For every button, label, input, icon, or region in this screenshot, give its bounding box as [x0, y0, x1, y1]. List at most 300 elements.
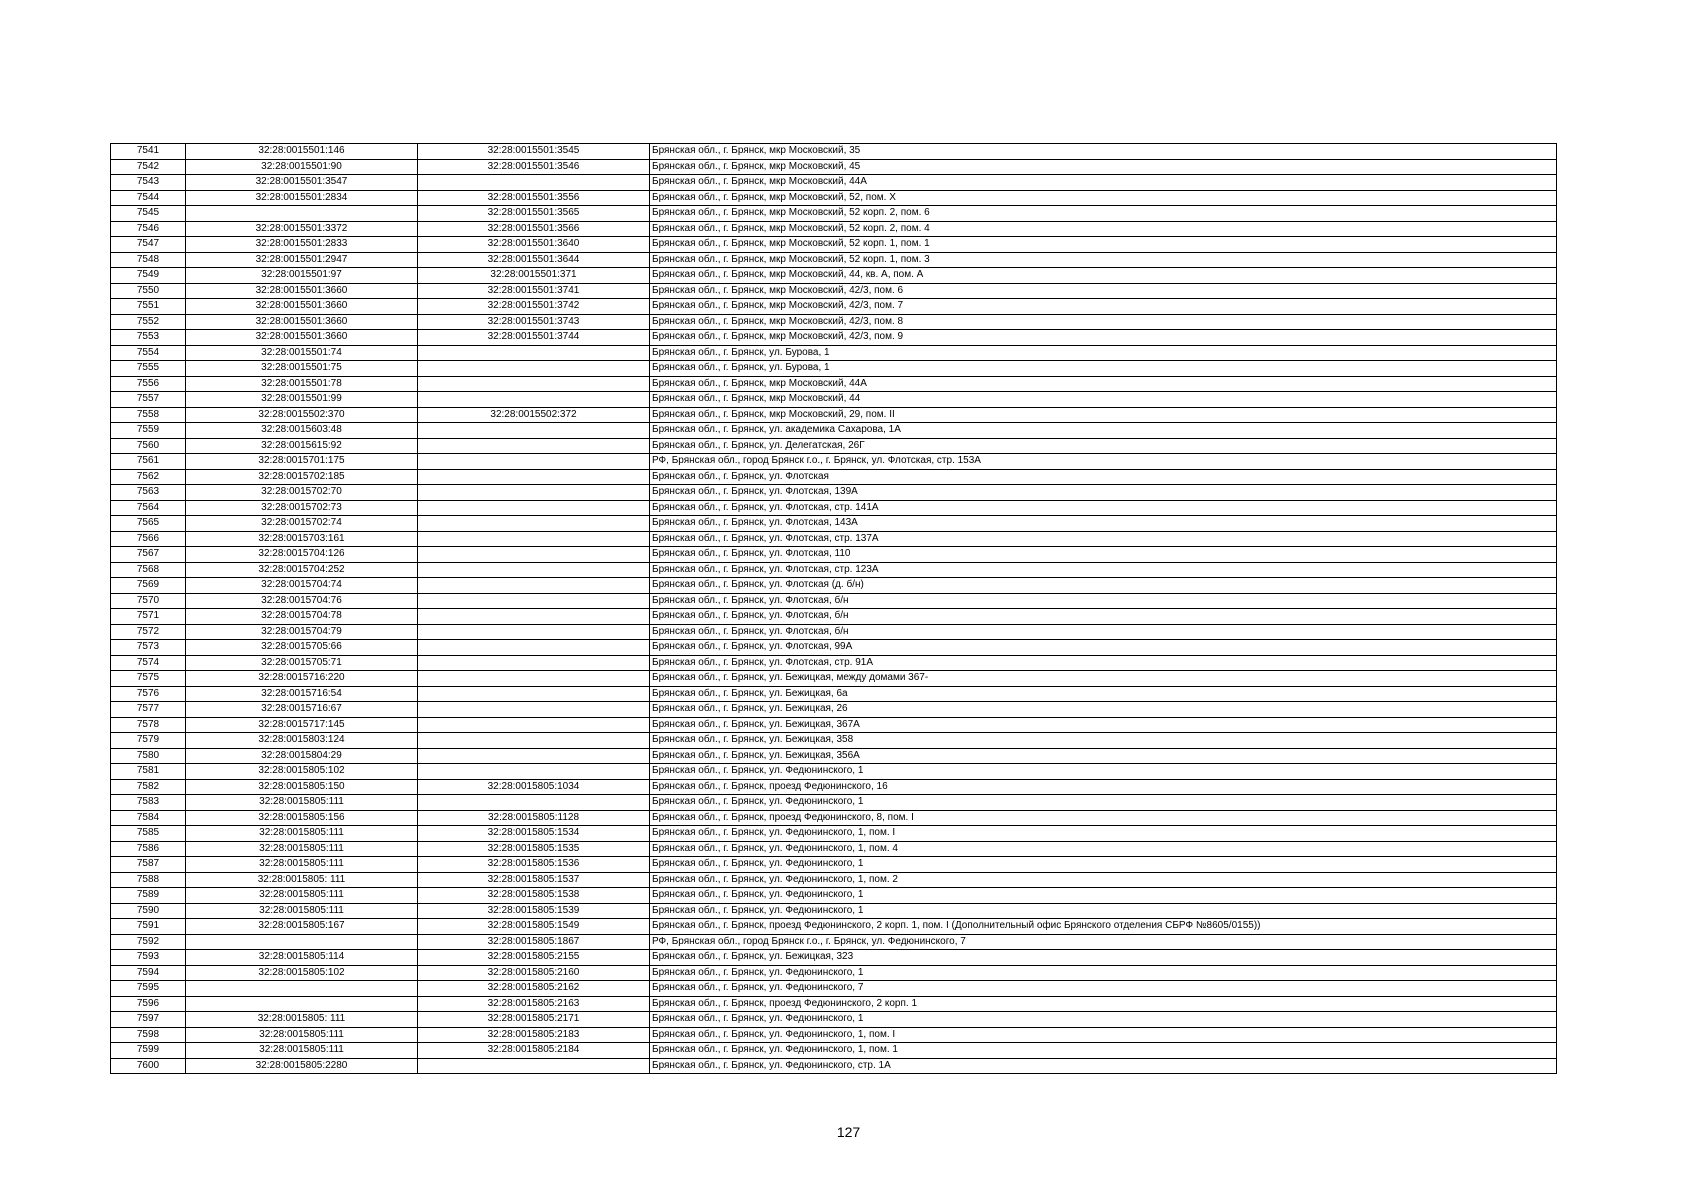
parcel-cadastral-number-cell: 32:28:0015805: 111 — [186, 872, 418, 888]
table-row — [111, 764, 1557, 780]
parcel-cadastral-number-cell: 32:28:0015501:97 — [186, 268, 418, 284]
parcel-cadastral-number-cell — [186, 206, 418, 222]
parcel-cadastral-number-cell: 32:28:0015805:102 — [186, 965, 418, 981]
object-cadastral-number-cell — [418, 655, 650, 671]
table-row — [111, 624, 1557, 640]
table-row — [111, 578, 1557, 594]
table-row — [111, 671, 1557, 687]
address-cell: Брянская обл., г. Брянск, ул. Флотская, 110 — [650, 547, 1557, 563]
table-row — [111, 996, 1557, 1012]
address-cell: Брянская обл., г. Брянск, ул. Флотская, стр. 123А — [650, 562, 1557, 578]
object-cadastral-number-cell: 32:28:0015805:1549 — [418, 919, 650, 935]
address-cell: Брянская обл., г. Брянск, мкр Московский, 44 — [650, 392, 1557, 408]
address-cell: Брянская обл., г. Брянск, мкр Московский, 52 корп. 1, пом. 1 — [650, 237, 1557, 253]
object-cadastral-number-cell: 32:28:0015805:2162 — [418, 981, 650, 997]
parcel-cadastral-number-cell: 32:28:0015805:111 — [186, 826, 418, 842]
object-cadastral-number-cell: 32:28:0015501:3640 — [418, 237, 650, 253]
object-cadastral-number-cell — [418, 345, 650, 361]
object-cadastral-number-cell: 32:28:0015501:3644 — [418, 252, 650, 268]
parcel-cadastral-number-cell — [186, 996, 418, 1012]
object-cadastral-number-cell — [418, 702, 650, 718]
parcel-cadastral-number-cell: 32:28:0015702:74 — [186, 516, 418, 532]
address-cell: Брянская обл., г. Брянск, ул. Бежицкая, 323 — [650, 950, 1557, 966]
parcel-cadastral-number-cell: 32:28:0015502:370 — [186, 407, 418, 423]
parcel-cadastral-number-cell: 32:28:0015501:3547 — [186, 175, 418, 191]
address-cell: Брянская обл., г. Брянск, мкр Московский, 52, пом. Х — [650, 190, 1557, 206]
table-row — [111, 283, 1557, 299]
address-cell: Брянская обл., г. Брянск, проезд Федюнинского, 2 корп. 1 — [650, 996, 1557, 1012]
object-cadastral-number-cell — [418, 361, 650, 377]
parcel-cadastral-number-cell: 32:28:0015704:76 — [186, 593, 418, 609]
table-row — [111, 345, 1557, 361]
address-cell: Брянская обл., г. Брянск, ул. Федюнинского, 1 — [650, 903, 1557, 919]
row-number-cell: 7584 — [111, 810, 186, 826]
table-row — [111, 609, 1557, 625]
table-row — [111, 857, 1557, 873]
parcel-cadastral-number-cell: 32:28:0015501:90 — [186, 159, 418, 175]
parcel-cadastral-number-cell: 32:28:0015701:175 — [186, 454, 418, 470]
row-number-cell: 7597 — [111, 1012, 186, 1028]
address-cell: Брянская обл., г. Брянск, ул. Флотская, стр. 137А — [650, 531, 1557, 547]
row-number-cell: 7568 — [111, 562, 186, 578]
object-cadastral-number-cell: 32:28:0015805:1536 — [418, 857, 650, 873]
address-cell: Брянская обл., г. Брянск, ул. Флотская, б/н — [650, 624, 1557, 640]
table-row — [111, 686, 1557, 702]
row-number-cell: 7593 — [111, 950, 186, 966]
object-cadastral-number-cell — [418, 175, 650, 191]
object-cadastral-number-cell: 32:28:0015501:3565 — [418, 206, 650, 222]
object-cadastral-number-cell — [418, 531, 650, 547]
object-cadastral-number-cell — [418, 454, 650, 470]
table-row — [111, 299, 1557, 315]
table-row — [111, 485, 1557, 501]
parcel-cadastral-number-cell: 32:28:0015805:156 — [186, 810, 418, 826]
row-number-cell: 7546 — [111, 221, 186, 237]
table-row — [111, 640, 1557, 656]
address-cell: Брянская обл., г. Брянск, ул. Федюнинского, 1 — [650, 888, 1557, 904]
row-number-cell: 7548 — [111, 252, 186, 268]
parcel-cadastral-number-cell: 32:28:0015501:2834 — [186, 190, 418, 206]
object-cadastral-number-cell: 32:28:0015805:1034 — [418, 779, 650, 795]
parcel-cadastral-number-cell: 32:28:0015501:78 — [186, 376, 418, 392]
address-cell: Брянская обл., г. Брянск, ул. Флотская, б/н — [650, 609, 1557, 625]
table-row — [111, 981, 1557, 997]
object-cadastral-number-cell: 32:28:0015501:3742 — [418, 299, 650, 315]
row-number-cell: 7552 — [111, 314, 186, 330]
parcel-cadastral-number-cell: 32:28:0015501:3660 — [186, 314, 418, 330]
object-cadastral-number-cell: 32:28:0015501:371 — [418, 268, 650, 284]
address-cell: Брянская обл., г. Брянск, мкр Московский, 29, пом. II — [650, 407, 1557, 423]
parcel-cadastral-number-cell: 32:28:0015805:114 — [186, 950, 418, 966]
parcel-cadastral-number-cell: 32:28:0015704:252 — [186, 562, 418, 578]
object-cadastral-number-cell: 32:28:0015805:1867 — [418, 934, 650, 950]
object-cadastral-number-cell: 32:28:0015805:2163 — [418, 996, 650, 1012]
row-number-cell: 7586 — [111, 841, 186, 857]
parcel-cadastral-number-cell: 32:28:0015501:74 — [186, 345, 418, 361]
object-cadastral-number-cell — [418, 717, 650, 733]
row-number-cell: 7553 — [111, 330, 186, 346]
row-number-cell: 7549 — [111, 268, 186, 284]
row-number-cell: 7590 — [111, 903, 186, 919]
table-row — [111, 423, 1557, 439]
object-cadastral-number-cell: 32:28:0015501:3545 — [418, 144, 650, 160]
table-row — [111, 547, 1557, 563]
parcel-cadastral-number-cell: 32:28:0015805:111 — [186, 1027, 418, 1043]
table-row — [111, 1012, 1557, 1028]
object-cadastral-number-cell: 32:28:0015501:3566 — [418, 221, 650, 237]
parcel-cadastral-number-cell: 32:28:0015705:71 — [186, 655, 418, 671]
parcel-cadastral-number-cell: 32:28:0015501:3660 — [186, 330, 418, 346]
object-cadastral-number-cell — [418, 671, 650, 687]
address-cell: Брянская обл., г. Брянск, ул. Делегатская, 26Г — [650, 438, 1557, 454]
row-number-cell: 7587 — [111, 857, 186, 873]
row-number-cell: 7554 — [111, 345, 186, 361]
address-cell: Брянская обл., г. Брянск, ул. Федюнинского, 1 — [650, 795, 1557, 811]
row-number-cell: 7589 — [111, 888, 186, 904]
table-row — [111, 888, 1557, 904]
parcel-cadastral-number-cell: 32:28:0015803:124 — [186, 733, 418, 749]
address-cell: Брянская обл., г. Брянск, ул. Флотская, 99А — [650, 640, 1557, 656]
object-cadastral-number-cell: 32:28:0015805:2184 — [418, 1043, 650, 1059]
parcel-cadastral-number-cell: 32:28:0015716:67 — [186, 702, 418, 718]
object-cadastral-number-cell: 32:28:0015805:1534 — [418, 826, 650, 842]
table-row — [111, 795, 1557, 811]
table-body — [111, 144, 1557, 1074]
address-cell: Брянская обл., г. Брянск, мкр Московский, 42/3, пом. 8 — [650, 314, 1557, 330]
row-number-cell: 7588 — [111, 872, 186, 888]
row-number-cell: 7564 — [111, 500, 186, 516]
object-cadastral-number-cell — [418, 562, 650, 578]
table-row — [111, 934, 1557, 950]
address-cell: Брянская обл., г. Брянск, мкр Московский, 42/3, пом. 6 — [650, 283, 1557, 299]
row-number-cell: 7544 — [111, 190, 186, 206]
row-number-cell: 7599 — [111, 1043, 186, 1059]
object-cadastral-number-cell — [418, 795, 650, 811]
object-cadastral-number-cell — [418, 733, 650, 749]
address-cell: Брянская обл., г. Брянск, ул. Федюнинского, 1, пом. 2 — [650, 872, 1557, 888]
parcel-cadastral-number-cell: 32:28:0015704:126 — [186, 547, 418, 563]
row-number-cell: 7563 — [111, 485, 186, 501]
row-number-cell: 7577 — [111, 702, 186, 718]
address-cell: Брянская обл., г. Брянск, ул. Флотская, 143А — [650, 516, 1557, 532]
address-cell: Брянская обл., г. Брянск, ул. Бежицкая, 6а — [650, 686, 1557, 702]
table-row — [111, 500, 1557, 516]
address-cell: Брянская обл., г. Брянск, мкр Московский, 52 корп. 1, пом. 3 — [650, 252, 1557, 268]
table-row — [111, 655, 1557, 671]
address-cell: Брянская обл., г. Брянск, ул. Бежицкая, 26 — [650, 702, 1557, 718]
table-row — [111, 469, 1557, 485]
page-number: 127 — [836, 1124, 861, 1140]
parcel-cadastral-number-cell: 32:28:0015805:111 — [186, 795, 418, 811]
parcel-cadastral-number-cell — [186, 981, 418, 997]
table-row — [111, 872, 1557, 888]
parcel-cadastral-number-cell: 32:28:0015805:111 — [186, 888, 418, 904]
parcel-cadastral-number-cell: 32:28:0015804:29 — [186, 748, 418, 764]
row-number-cell: 7558 — [111, 407, 186, 423]
object-cadastral-number-cell — [418, 392, 650, 408]
address-cell: Брянская обл., г. Брянск, ул. Федюнинского, 7 — [650, 981, 1557, 997]
parcel-cadastral-number-cell: 32:28:0015716:54 — [186, 686, 418, 702]
object-cadastral-number-cell — [418, 748, 650, 764]
row-number-cell: 7551 — [111, 299, 186, 315]
address-cell: РФ, Брянская обл., город Брянск г.о., г. Брянск, ул. Флотская, стр. 153А — [650, 454, 1557, 470]
address-cell: Брянская обл., г. Брянск, ул. Бежицкая, 356А — [650, 748, 1557, 764]
table-row — [111, 314, 1557, 330]
object-cadastral-number-cell — [418, 469, 650, 485]
object-cadastral-number-cell — [418, 547, 650, 563]
row-number-cell: 7561 — [111, 454, 186, 470]
row-number-cell: 7574 — [111, 655, 186, 671]
address-cell: Брянская обл., г. Брянск, ул. Бежицкая, 358 — [650, 733, 1557, 749]
address-cell: Брянская обл., г. Брянск, ул. Федюнинского, 1 — [650, 1012, 1557, 1028]
object-cadastral-number-cell: 32:28:0015501:3741 — [418, 283, 650, 299]
parcel-cadastral-number-cell: 32:28:0015805:111 — [186, 1043, 418, 1059]
address-cell: Брянская обл., г. Брянск, ул. Федюнинского, 1 — [650, 857, 1557, 873]
object-cadastral-number-cell: 32:28:0015805:2171 — [418, 1012, 650, 1028]
object-cadastral-number-cell — [418, 500, 650, 516]
table-row — [111, 1058, 1557, 1074]
table-row — [111, 702, 1557, 718]
object-cadastral-number-cell — [418, 485, 650, 501]
parcel-cadastral-number-cell: 32:28:0015704:78 — [186, 609, 418, 625]
object-cadastral-number-cell: 32:28:0015501:3743 — [418, 314, 650, 330]
parcel-cadastral-number-cell: 32:28:0015805:111 — [186, 841, 418, 857]
row-number-cell: 7591 — [111, 919, 186, 935]
object-cadastral-number-cell — [418, 578, 650, 594]
parcel-cadastral-number-cell: 32:28:0015615:92 — [186, 438, 418, 454]
row-number-cell: 7579 — [111, 733, 186, 749]
table-row — [111, 407, 1557, 423]
table-row — [111, 779, 1557, 795]
parcel-cadastral-number-cell: 32:28:0015805:111 — [186, 857, 418, 873]
row-number-cell: 7594 — [111, 965, 186, 981]
address-cell: Брянская обл., г. Брянск, ул. Бурова, 1 — [650, 345, 1557, 361]
table-row — [111, 175, 1557, 191]
address-cell: Брянская обл., г. Брянск, мкр Московский, 44А — [650, 175, 1557, 191]
address-cell: Брянская обл., г. Брянск, мкр Московский, 45 — [650, 159, 1557, 175]
table-row — [111, 516, 1557, 532]
address-cell: Брянская обл., г. Брянск, ул. Федюнинского, стр. 1А — [650, 1058, 1557, 1074]
row-number-cell: 7578 — [111, 717, 186, 733]
object-cadastral-number-cell — [418, 423, 650, 439]
parcel-cadastral-number-cell: 32:28:0015717:145 — [186, 717, 418, 733]
parcel-cadastral-number-cell: 32:28:0015704:74 — [186, 578, 418, 594]
table-row — [111, 221, 1557, 237]
address-cell: Брянская обл., г. Брянск, ул. Федюнинского, 1, пом. 1 — [650, 1043, 1557, 1059]
row-number-cell: 7571 — [111, 609, 186, 625]
address-cell: Брянская обл., г. Брянск, мкр Московский, 52 корп. 2, пом. 4 — [650, 221, 1557, 237]
address-cell: Брянская обл., г. Брянск, проезд Федюнинского, 8, пом. I — [650, 810, 1557, 826]
address-cell: Брянская обл., г. Брянск, проезд Федюнинского, 2 корп. 1, пом. I (Дополнительный офис Брянского отделения СБРФ №8605/0155)) — [650, 919, 1557, 935]
row-number-cell: 7600 — [111, 1058, 186, 1074]
address-cell: Брянская обл., г. Брянск, ул. Флотская, 139А — [650, 485, 1557, 501]
address-cell: Брянская обл., г. Брянск, ул. Федюнинского, 1 — [650, 764, 1557, 780]
address-cell: Брянская обл., г. Брянск, ул. академика Сахарова, 1А — [650, 423, 1557, 439]
row-number-cell: 7596 — [111, 996, 186, 1012]
parcel-cadastral-number-cell: 32:28:0015805:2280 — [186, 1058, 418, 1074]
address-cell: Брянская обл., г. Брянск, проезд Федюнинского, 16 — [650, 779, 1557, 795]
address-cell: РФ, Брянская обл., город Брянск г.о., г. Брянск, ул. Федюнинского, 7 — [650, 934, 1557, 950]
table-row — [111, 190, 1557, 206]
parcel-cadastral-number-cell: 32:28:0015501:2833 — [186, 237, 418, 253]
table-row — [111, 1027, 1557, 1043]
parcel-cadastral-number-cell: 32:28:0015501:146 — [186, 144, 418, 160]
object-cadastral-number-cell: 32:28:0015501:3546 — [418, 159, 650, 175]
parcel-cadastral-number-cell: 32:28:0015716:220 — [186, 671, 418, 687]
row-number-cell: 7585 — [111, 826, 186, 842]
table-row — [111, 237, 1557, 253]
parcel-cadastral-number-cell: 32:28:0015805:167 — [186, 919, 418, 935]
parcel-cadastral-number-cell: 32:28:0015704:79 — [186, 624, 418, 640]
table-row — [111, 717, 1557, 733]
address-cell: Брянская обл., г. Брянск, ул. Федюнинского, 1, пом. I — [650, 1027, 1557, 1043]
table-row — [111, 1043, 1557, 1059]
parcel-cadastral-number-cell: 32:28:0015702:185 — [186, 469, 418, 485]
row-number-cell: 7555 — [111, 361, 186, 377]
table-row — [111, 950, 1557, 966]
table-row — [111, 593, 1557, 609]
row-number-cell: 7592 — [111, 934, 186, 950]
table-row — [111, 159, 1557, 175]
table-row — [111, 841, 1557, 857]
row-number-cell: 7570 — [111, 593, 186, 609]
parcel-cadastral-number-cell: 32:28:0015501:3372 — [186, 221, 418, 237]
row-number-cell: 7542 — [111, 159, 186, 175]
address-cell: Брянская обл., г. Брянск, мкр Московский, 42/3, пом. 9 — [650, 330, 1557, 346]
object-cadastral-number-cell: 32:28:0015805:1538 — [418, 888, 650, 904]
address-cell: Брянская обл., г. Брянск, ул. Бежицкая, между домами 367- — [650, 671, 1557, 687]
row-number-cell: 7550 — [111, 283, 186, 299]
parcel-cadastral-number-cell: 32:28:0015805:111 — [186, 903, 418, 919]
row-number-cell: 7567 — [111, 547, 186, 563]
row-number-cell: 7582 — [111, 779, 186, 795]
row-number-cell: 7562 — [111, 469, 186, 485]
row-number-cell: 7572 — [111, 624, 186, 640]
address-cell: Брянская обл., г. Брянск, ул. Флотская (д. б/н) — [650, 578, 1557, 594]
object-cadastral-number-cell: 32:28:0015805:1539 — [418, 903, 650, 919]
parcel-cadastral-number-cell: 32:28:0015603:48 — [186, 423, 418, 439]
address-cell: Брянская обл., г. Брянск, ул. Бежицкая, 367А — [650, 717, 1557, 733]
address-cell: Брянская обл., г. Брянск, мкр Московский, 44А — [650, 376, 1557, 392]
row-number-cell: 7576 — [111, 686, 186, 702]
parcel-cadastral-number-cell: 32:28:0015501:3660 — [186, 299, 418, 315]
object-cadastral-number-cell — [418, 516, 650, 532]
table-row — [111, 919, 1557, 935]
row-number-cell: 7575 — [111, 671, 186, 687]
row-number-cell: 7573 — [111, 640, 186, 656]
parcel-cadastral-number-cell: 32:28:0015501:3660 — [186, 283, 418, 299]
address-cell: Брянская обл., г. Брянск, ул. Федюнинского, 1 — [650, 965, 1557, 981]
address-cell: Брянская обл., г. Брянск, ул. Флотская — [650, 469, 1557, 485]
object-cadastral-number-cell — [418, 640, 650, 656]
object-cadastral-number-cell: 32:28:0015805:2160 — [418, 965, 650, 981]
row-number-cell: 7581 — [111, 764, 186, 780]
row-number-cell: 7543 — [111, 175, 186, 191]
address-cell: Брянская обл., г. Брянск, ул. Федюнинского, 1, пом. I — [650, 826, 1557, 842]
object-cadastral-number-cell: 32:28:0015805:2155 — [418, 950, 650, 966]
table-row — [111, 361, 1557, 377]
object-cadastral-number-cell: 32:28:0015501:3744 — [418, 330, 650, 346]
object-cadastral-number-cell — [418, 376, 650, 392]
row-number-cell: 7569 — [111, 578, 186, 594]
table-row — [111, 438, 1557, 454]
object-cadastral-number-cell — [418, 764, 650, 780]
address-cell: Брянская обл., г. Брянск, мкр Московский, 42/3, пом. 7 — [650, 299, 1557, 315]
address-cell: Брянская обл., г. Брянск, ул. Бурова, 1 — [650, 361, 1557, 377]
row-number-cell: 7566 — [111, 531, 186, 547]
row-number-cell: 7541 — [111, 144, 186, 160]
table-row — [111, 206, 1557, 222]
table-row — [111, 562, 1557, 578]
address-cell: Брянская обл., г. Брянск, ул. Флотская, б/н — [650, 593, 1557, 609]
row-number-cell: 7565 — [111, 516, 186, 532]
parcel-cadastral-number-cell: 32:28:0015501:99 — [186, 392, 418, 408]
table-row — [111, 268, 1557, 284]
parcel-cadastral-number-cell — [186, 934, 418, 950]
row-number-cell: 7559 — [111, 423, 186, 439]
table-row — [111, 330, 1557, 346]
parcel-cadastral-number-cell: 32:28:0015805: 111 — [186, 1012, 418, 1028]
row-number-cell: 7598 — [111, 1027, 186, 1043]
table-row — [111, 965, 1557, 981]
address-cell: Брянская обл., г. Брянск, мкр Московский, 35 — [650, 144, 1557, 160]
row-number-cell: 7595 — [111, 981, 186, 997]
address-cell: Брянская обл., г. Брянск, мкр Московский, 44, кв. А, пом. А — [650, 268, 1557, 284]
parcel-cadastral-number-cell: 32:28:0015705:66 — [186, 640, 418, 656]
object-cadastral-number-cell: 32:28:0015805:1535 — [418, 841, 650, 857]
row-number-cell: 7556 — [111, 376, 186, 392]
table-row — [111, 392, 1557, 408]
parcel-cadastral-number-cell: 32:28:0015702:70 — [186, 485, 418, 501]
parcel-cadastral-number-cell: 32:28:0015501:2947 — [186, 252, 418, 268]
table-row — [111, 376, 1557, 392]
table-row — [111, 810, 1557, 826]
table-row — [111, 454, 1557, 470]
table-row — [111, 531, 1557, 547]
object-cadastral-number-cell: 32:28:0015805:2183 — [418, 1027, 650, 1043]
object-cadastral-number-cell: 32:28:0015805:1128 — [418, 810, 650, 826]
object-cadastral-number-cell: 32:28:0015805:1537 — [418, 872, 650, 888]
object-cadastral-number-cell — [418, 593, 650, 609]
address-cell: Брянская обл., г. Брянск, ул. Флотская, стр. 91А — [650, 655, 1557, 671]
row-number-cell: 7580 — [111, 748, 186, 764]
row-number-cell: 7583 — [111, 795, 186, 811]
row-number-cell: 7560 — [111, 438, 186, 454]
table-row — [111, 826, 1557, 842]
parcel-cadastral-number-cell: 32:28:0015501:75 — [186, 361, 418, 377]
object-cadastral-number-cell — [418, 438, 650, 454]
address-cell: Брянская обл., г. Брянск, ул. Флотская, стр. 141А — [650, 500, 1557, 516]
object-cadastral-number-cell — [418, 1058, 650, 1074]
row-number-cell: 7547 — [111, 237, 186, 253]
table-row — [111, 252, 1557, 268]
table-row — [111, 748, 1557, 764]
registry-table — [110, 143, 1557, 1074]
object-cadastral-number-cell — [418, 609, 650, 625]
table-row — [111, 733, 1557, 749]
object-cadastral-number-cell — [418, 624, 650, 640]
parcel-cadastral-number-cell: 32:28:0015703:161 — [186, 531, 418, 547]
row-number-cell: 7545 — [111, 206, 186, 222]
parcel-cadastral-number-cell: 32:28:0015702:73 — [186, 500, 418, 516]
row-number-cell: 7557 — [111, 392, 186, 408]
parcel-cadastral-number-cell: 32:28:0015805:102 — [186, 764, 418, 780]
object-cadastral-number-cell — [418, 686, 650, 702]
table-row — [111, 144, 1557, 160]
address-cell: Брянская обл., г. Брянск, мкр Московский, 52 корп. 2, пом. 6 — [650, 206, 1557, 222]
table-row — [111, 903, 1557, 919]
address-cell: Брянская обл., г. Брянск, ул. Федюнинского, 1, пом. 4 — [650, 841, 1557, 857]
